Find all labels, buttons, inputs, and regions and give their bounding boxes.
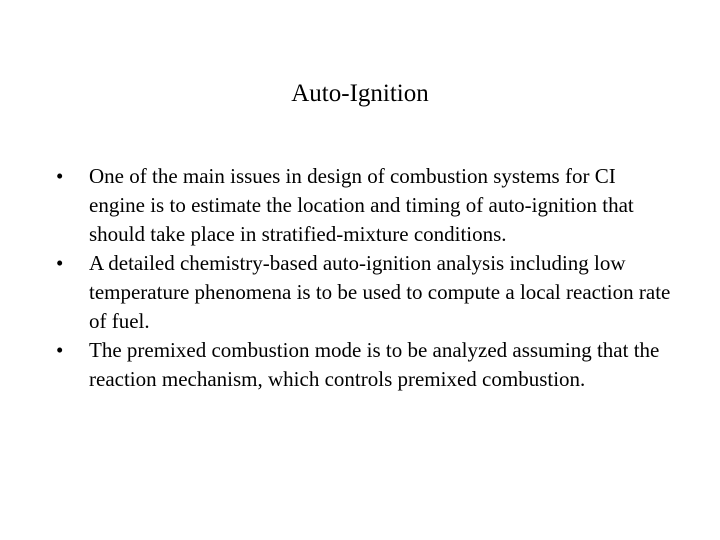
bullet-item: [56, 336, 676, 394]
bullet-text: The premixed combustion mode is to be analyzed assuming that the reaction mechanism, which controls premixed combustion.: [89, 338, 660, 391]
bullet-dot-icon: •: [56, 164, 64, 188]
bullet-list: [56, 162, 676, 394]
bullet-item: [56, 249, 676, 336]
bullet-dot-icon: •: [56, 251, 64, 275]
bullet-text: A detailed chemistry-based auto-ignition analysis including low temperature phenomena is to be used to compute a local reaction rate of fuel.: [89, 251, 671, 333]
bullet-text: One of the main issues in design of combustion systems for CI engine is to estimate the location and timing of auto-ignition that should take place in stratified-mixture conditions.: [89, 164, 634, 246]
bullet-item: [56, 162, 676, 249]
bullet-dot-icon: •: [56, 338, 64, 362]
slide-title: Auto-Ignition: [291, 80, 429, 107]
